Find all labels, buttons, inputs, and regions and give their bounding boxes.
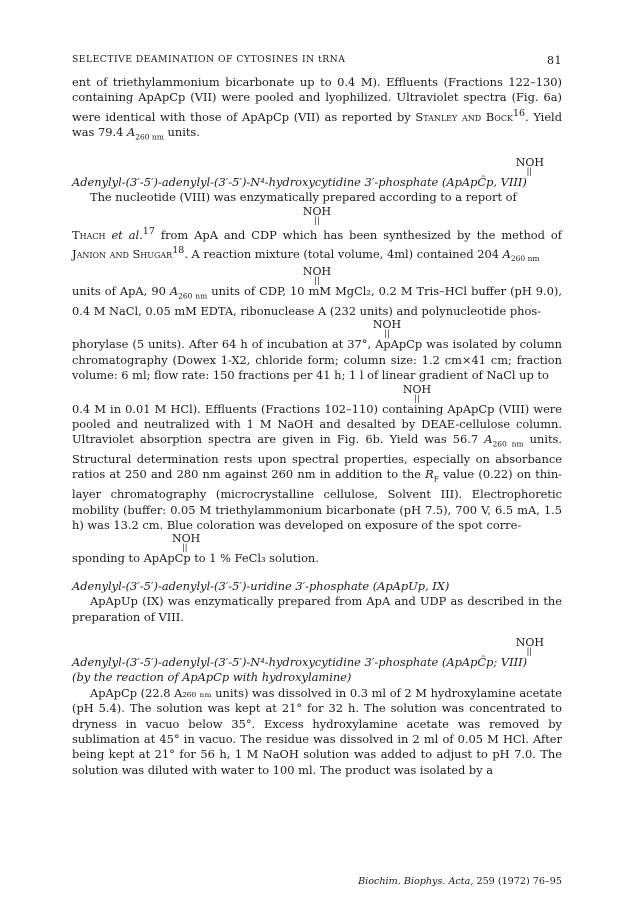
section-title-viii-b: Adenylyl-(3′-5′)-adenylyl-(3′-5′)-N⁴-hydroxycytidine 3′-phosphate (ApApĈp; VIII) bbox=[72, 654, 528, 669]
page-body bbox=[72, 54, 562, 778]
double-bond-mark: || bbox=[414, 393, 420, 403]
noh-label: NOH bbox=[515, 635, 544, 649]
paragraph-1: ent of triethylammonium bicarbonate up to 0.4 M). Effluents (Fractions 122–130) containing ApApCp (VII) were pooled and lyophilized. Ultraviolet spectra (Fig. 6a) were identical with those of ApApCp (VII) as reported by Stanley and Bock$^{16}$. Yield was 79.4 $A_{260 nm}$ units. bbox=[72, 75, 562, 142]
page-number: 81 bbox=[547, 54, 562, 67]
section-title-ix: Adenylyl-(3′-5′)-adenylyl-(3′-5′)-uridine 3′-phosphate (ApApUp, IX) bbox=[72, 578, 450, 593]
double-bond-mark: || bbox=[384, 329, 390, 339]
running-header bbox=[72, 54, 562, 67]
section-title-viii: Adenylyl-(3′-5′)-adenylyl-(3′-5′)-N⁴-hydroxycytidine 3′-phosphate (ApApĈp, VIII) bbox=[72, 174, 527, 189]
paragraph-2e: 0.4 M in 0.01 M HCl). Effluents (Fractions 102–110) containing ApApCp (VIII) were pooled and neutralized with 1 M NaOH and desalted by DEAE-cellulose column. Ultraviolet absorption spectra are given in Fig. 6b. Yield was 56.7 $A_{260 nm}$ units. Structural determination rests upon spectral properties, especially on absorbance ratios at 250 and 280 nm against 260 nm in addition to the $R_F$ value (0.22) on thin-layer chromatography (microcrystalline cellulose, Solvent III). Electrophoretic mobility (buffer: 0.05 M triethylammonium bicarbonate (pH 7.5), 700 V, 6.5 mA, 1.5 h) was 13.2 cm. Blue coloration was developed on exposure of the spot corre- bbox=[72, 401, 563, 532]
double-bond-mark: || bbox=[182, 543, 188, 553]
noh-label: NOH bbox=[515, 155, 544, 169]
noh-label: NOH bbox=[172, 532, 201, 546]
paragraph-4: ApApCp (22.8 A₂₆₀ ₙₘ units) was dissolved in 0.3 ml of 2 M hydroxylamine acetate (pH 5.4). The solution was kept at 21° for 32 h. The solution was concentrated to dryness in vacuo below 35°. Excess hydroxylamine acetate was removed by sublimation at 45° in vacuo. The residue was dissolved in 2 ml of 0.05 M HCl. After being kept at 21° for 56 h, 1 M NaOH solution was added to adjust to pH 7.0. The solution was diluted with water to 100 ml. The product was isolated by a bbox=[72, 685, 562, 777]
paragraph-2b: Thach et al.$^{17}$ from ApA and CDP which has been synthesized by the method of Janion and Shugar$^{18}$. A reaction mixture (total volume, 4ml) contained 204 $A_{260 nm}$ bbox=[72, 225, 563, 263]
double-bond-mark: || bbox=[526, 166, 532, 176]
noh-label: NOH bbox=[302, 204, 332, 218]
paragraph-2a: The nucleotide (VIII) was enzymatically prepared according to a report of bbox=[90, 190, 517, 205]
paragraph-2d: phorylase (5 units). After 64 h of incubation at 37°, ApApCp was isolated by column chromatography (Dowex 1-X2, chloride form; column size: 1.2 cm×41 cm; fraction volume: 6 ml; flow rate: 150 fractions per 41 h; 1 l of linear gradient of NaCl up to bbox=[72, 337, 562, 383]
double-bond-mark: || bbox=[526, 646, 532, 656]
running-title: SELECTIVE DEAMINATION OF CYTOSINES IN tRNA bbox=[72, 54, 346, 65]
double-bond-mark: || bbox=[314, 215, 320, 225]
section-subtitle: (by the reaction of ApApCp with hydroxylamine) bbox=[72, 670, 352, 685]
journal-citation: Biochim. Biophys. Acta, 259 (1972) 76–95 bbox=[358, 876, 562, 887]
noh-label: NOH bbox=[372, 318, 402, 332]
paragraph-2c: units of ApA, 90 $A_{260 nm}$ units of CDP, 10 mM MgCl₂, 0.2 M Tris–HCl buffer (pH 9.0), 0.4 M NaCl, 0.05 mM EDTA, ribonuclease A (232 units) and polynucleotide phos- bbox=[72, 284, 562, 318]
noh-label: NOH bbox=[402, 382, 432, 396]
paragraph-3: ApApUp (IX) was enzymatically prepared from ApA and UDP as described in the preparation of VIII. bbox=[72, 594, 562, 624]
double-bond-mark: || bbox=[314, 276, 320, 286]
paragraph-2f: sponding to ApApCp to 1 % FeCl₃ solution. bbox=[72, 551, 319, 566]
noh-label: NOH bbox=[302, 265, 332, 279]
